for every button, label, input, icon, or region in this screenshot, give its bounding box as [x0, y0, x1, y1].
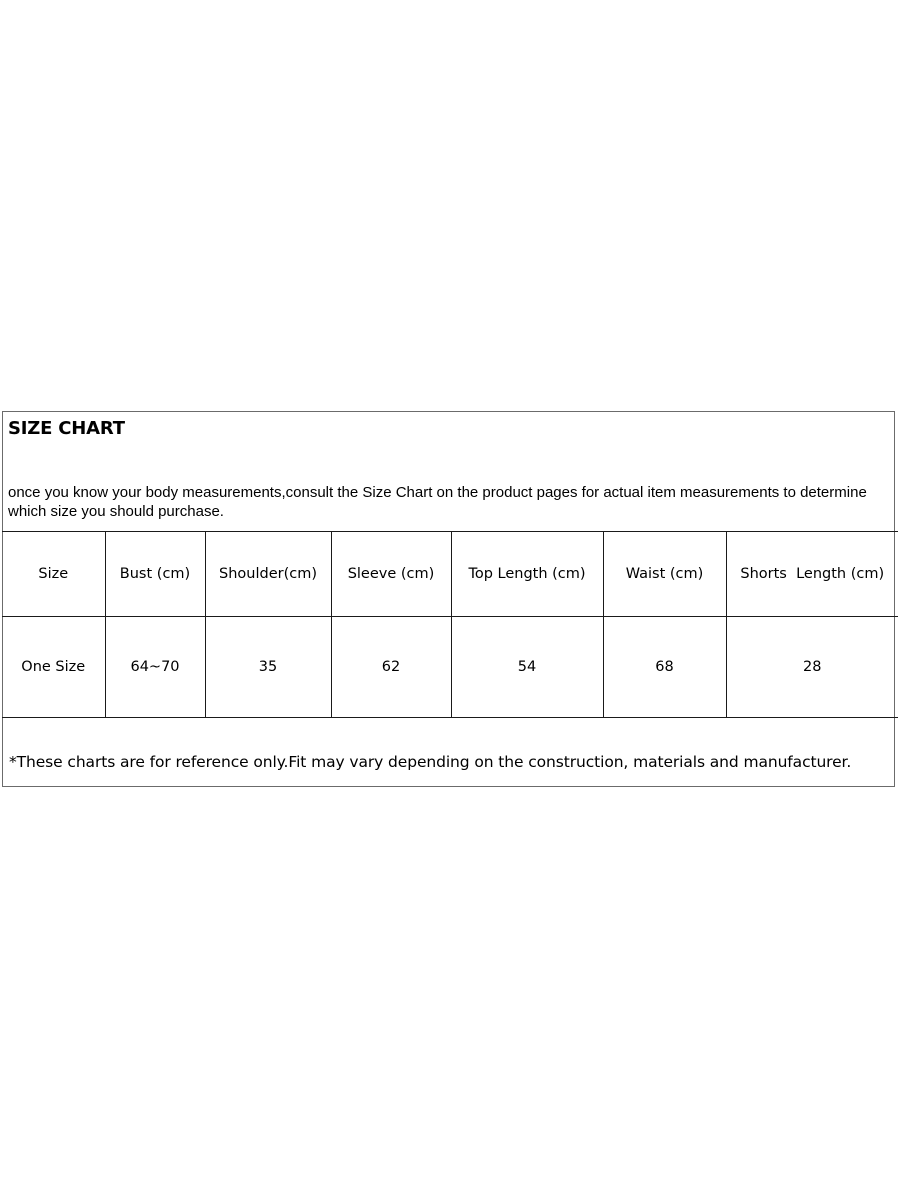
table-cell: 64~70	[105, 617, 205, 718]
column-header: Top Length (cm)	[451, 532, 603, 617]
table-cell: 62	[331, 617, 451, 718]
size-chart-disclaimer: *These charts are for reference only.Fit may vary depending on the construction, materials and manufacturer.	[9, 753, 852, 771]
size-chart-intro: once you know your body measurements,consult the Size Chart on the product pages for actual item measurements to determine which size you should purchase.	[8, 484, 867, 520]
column-header: Shoulder(cm)	[205, 532, 331, 617]
column-header: Size	[2, 532, 105, 617]
table-cell: One Size	[2, 617, 105, 718]
size-table	[2, 531, 898, 718]
size-chart-title: SIZE CHART	[8, 418, 125, 439]
table-cell: 54	[451, 617, 603, 718]
table-cell: 28	[726, 617, 898, 718]
column-header: Shorts Length (cm)	[726, 532, 898, 617]
table-cell: 35	[205, 617, 331, 718]
size-chart	[2, 411, 895, 787]
column-header: Bust (cm)	[105, 532, 205, 617]
table-cell: 68	[603, 617, 726, 718]
column-header: Waist (cm)	[603, 532, 726, 617]
table-row	[2, 617, 898, 718]
table-header-row	[2, 532, 898, 617]
column-header: Sleeve (cm)	[331, 532, 451, 617]
